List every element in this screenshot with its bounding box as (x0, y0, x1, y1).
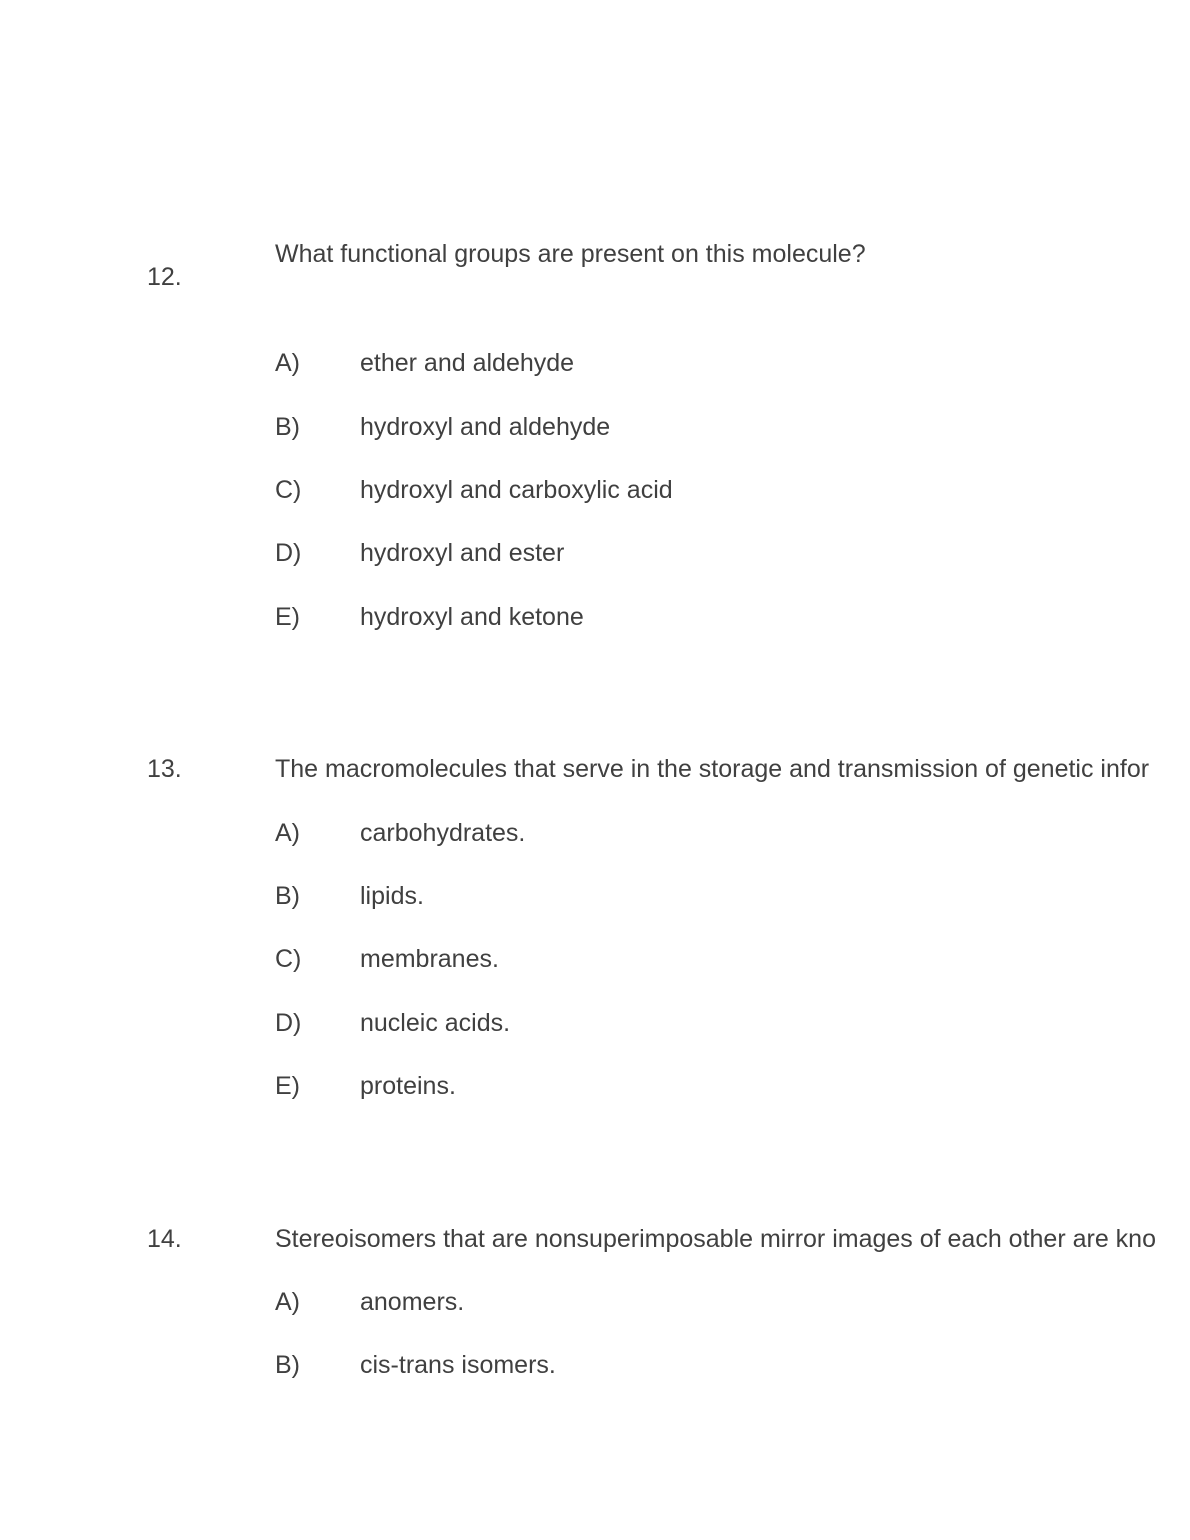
option-text-a: carbohydrates. (360, 819, 526, 847)
question-stem: Stereoisomers that are nonsuperimposable mirror images of each other are kno (275, 1225, 1156, 1253)
question-number: 12. (147, 263, 182, 291)
option-text-a: ether and aldehyde (360, 349, 575, 377)
option-text-e: proteins. (360, 1072, 456, 1100)
option-letter-b: B) (275, 413, 300, 441)
option-letter-d: D) (275, 539, 302, 567)
question-number: 13. (147, 755, 182, 783)
option-letter-b: B) (275, 882, 300, 910)
option-text-b: hydroxyl and aldehyde (360, 413, 611, 441)
option-text-b: cis-trans isomers. (360, 1351, 556, 1379)
option-text-b: lipids. (360, 882, 424, 910)
option-letter-e: E) (275, 1072, 300, 1100)
option-text-c: hydroxyl and carboxylic acid (360, 476, 673, 504)
option-text-a: anomers. (360, 1288, 465, 1316)
option-letter-b: B) (275, 1351, 300, 1379)
option-letter-a: A) (275, 819, 300, 847)
option-text-c: membranes. (360, 945, 499, 973)
option-text-d: hydroxyl and ester (360, 539, 565, 567)
question-stem: What functional groups are present on this molecule? (275, 240, 866, 268)
option-letter-d: D) (275, 1009, 302, 1037)
option-letter-c: C) (275, 476, 302, 504)
option-letter-a: A) (275, 1288, 300, 1316)
option-letter-e: E) (275, 603, 300, 631)
question-number: 14. (147, 1225, 182, 1253)
option-text-d: nucleic acids. (360, 1009, 511, 1037)
option-letter-c: C) (275, 945, 302, 973)
question-stem: The macromolecules that serve in the storage and transmission of genetic infor (275, 755, 1150, 783)
option-text-e: hydroxyl and ketone (360, 603, 584, 631)
option-letter-a: A) (275, 349, 300, 377)
